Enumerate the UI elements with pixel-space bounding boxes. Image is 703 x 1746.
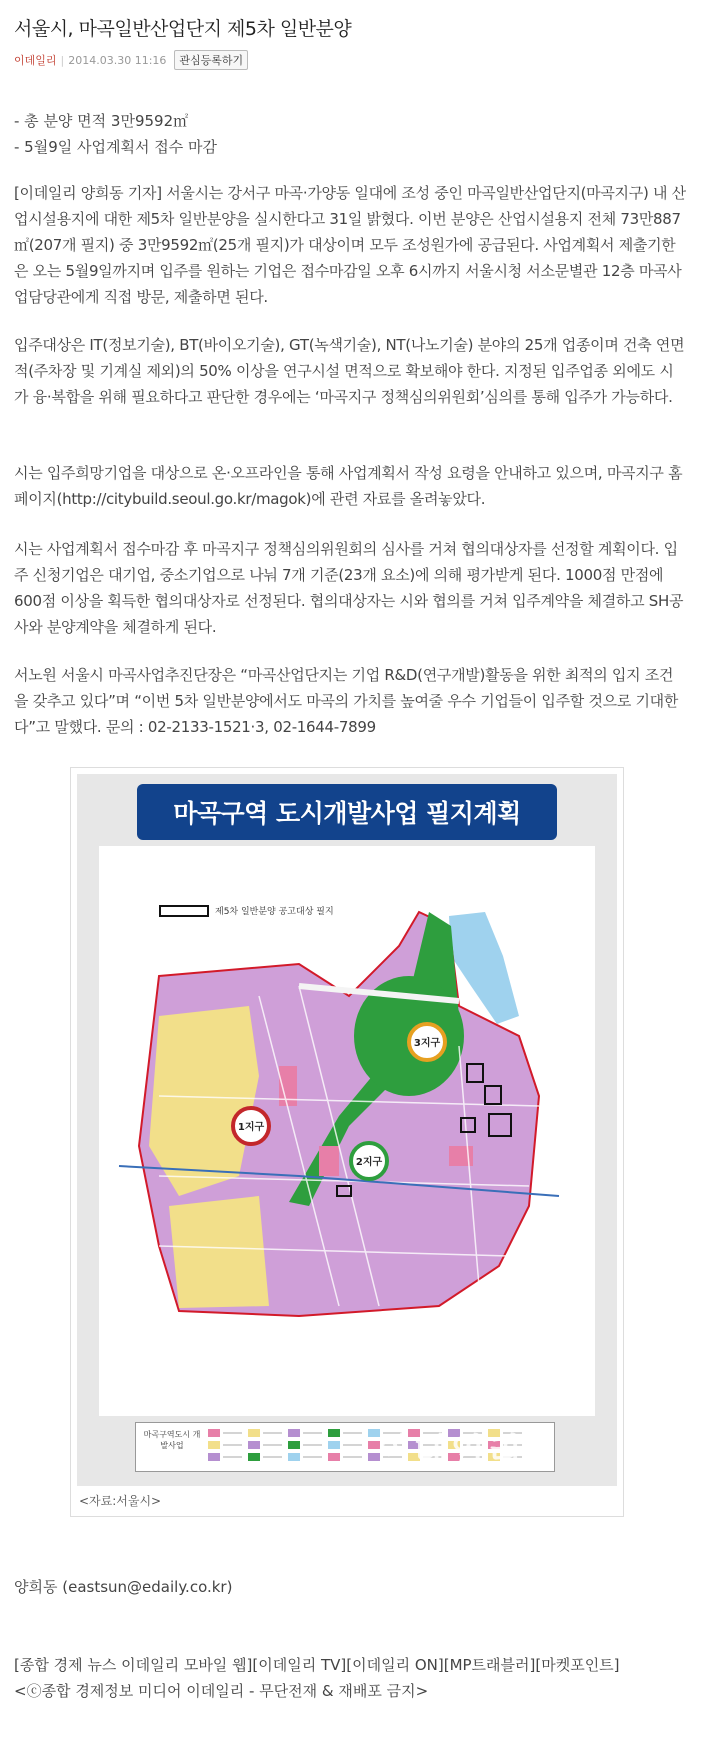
legend-swatch (248, 1453, 260, 1461)
legend-swatch (288, 1429, 300, 1437)
legend-title: 마곡구역도시 개발사업 (143, 1430, 201, 1450)
article-summary (14, 108, 217, 160)
district-badge-2 (351, 1143, 387, 1179)
map-banner: 마곡구역 도시개발사업 필지계획 (137, 784, 557, 840)
copyright-notice: <ⓒ종합 경제정보 미디어 이데일리 - 무단전재 & 재배포 금지> (14, 1682, 429, 1700)
footer-links[interactable]: [종합 경제 뉴스 이데일리 모바일 웹][이데일리 TV][이데일리 ON][MP트래블러][마켓포인트] (14, 1656, 620, 1674)
legend-swatch (248, 1441, 260, 1449)
interest-register-button[interactable]: 관심등록하기 (174, 50, 248, 70)
article-title: 서울시, 마곡일반산업단지 제5차 일반분양 (14, 18, 352, 40)
legend-swatch (328, 1429, 340, 1437)
article-meta (14, 50, 248, 70)
district-badge-3 (409, 1024, 445, 1060)
legend-swatch (208, 1429, 220, 1437)
legend-swatch (208, 1441, 220, 1449)
commercial-lot (319, 1146, 339, 1176)
map-paper (99, 846, 595, 1416)
legend-swatch (328, 1453, 340, 1461)
figure-image[interactable] (77, 774, 617, 1486)
publish-datetime: 2014.03.30 11:16 (68, 53, 167, 67)
watermark: 이데일리 (377, 1432, 525, 1473)
article-paragraph: 입주대상은 IT(정보기술), BT(바이오기술), GT(녹색기술), NT(나노기술) 분야의 25개 업종이며 건축 연면적(주차장 및 기계실 제외)의 50% 이상을 연구시설 면적으로 확보해야 한다. 지정된 입주업종 외에도 시가 융·복합을 위해 필요하다고 판단한 경우에는 ‘마곡지구 정책심의위원회’심의를 통해 입주가 가능하다. (14, 336, 685, 406)
article-paragraph: [이데일리 양희동 기자] 서울시는 강서구 마곡·가양동 일대에 조성 중인 마곡일반산업단지(마곡지구) 내 산업시설용지에 대한 제5차 일반분양을 실시한다고 31일 밝혔다. 이번 분양은 산업시설용지 전체 73만887㎡(207개 필지) 중 3만9592㎡(25개 필지)가 대상이며 모두 조성원가에 공급된다. 사업계획서 제출기한은 오는 5월9일까지며 입주를 원하는 기업은 접수마감일 오후 6시까지 서울시청 서소문별관 12층 마곡사업담당관에게 직접 방문, 제출하면 된다. (14, 184, 686, 306)
article-paragraph: 시는 입주희망기업을 대상으로 온·오프라인을 통해 사업계획서 작성 요령을 안내하고 있으며, 마곡지구 홈페이지(http://citybuild.seoul.go.kr/magok)에 관련 자료를 올려놓았다. (14, 464, 683, 508)
district-label-2: 2지구 (355, 1157, 383, 1168)
author-byline: 양희동 (eastsun@edaily.co.kr) (14, 1578, 233, 1596)
summary-line: - 5월9일 사업계획서 접수 마감 (14, 138, 217, 156)
residential-zone (169, 1196, 269, 1308)
summary-line: - 총 분양 면적 3만9592㎡ (14, 112, 189, 130)
article-paragraph: 시는 사업계획서 접수마감 후 마곡지구 정책심의위원회의 심사를 거쳐 협의대상자를 선정할 계획이다. 입주 신청기업은 대기업, 중소기업으로 나눠 7개 기준(23개 요소)에 의해 평가받게 된다. 1000점 만점에 600점 이상을 획득한 협의대상자로 선정된다. 협의대상자는 시와 협의를 거쳐 입주계약을 체결하고 SH공사와 분양계약을 체결하게 된다. (14, 540, 684, 636)
legend-key-label: 제5차 일반분양 공고대상 필지 (215, 907, 334, 917)
site-plan-map (99, 846, 595, 1416)
legend-swatch (288, 1441, 300, 1449)
article-figure (70, 767, 624, 1517)
article-footer (14, 1652, 686, 1704)
legend-swatch (328, 1441, 340, 1449)
district-badge-1 (233, 1108, 269, 1144)
district-label-3: 3지구 (413, 1038, 441, 1049)
legend-swatch (288, 1453, 300, 1461)
meta-divider: | (60, 53, 65, 67)
legend-swatch (208, 1453, 220, 1461)
figure-caption: <자료:서울시> (79, 1494, 162, 1508)
source-label[interactable]: 이데일리 (14, 54, 57, 67)
district-label-1: 1지구 (237, 1122, 265, 1133)
legend-swatch (248, 1429, 260, 1437)
article-paragraph: 서노원 서울시 마곡사업추진단장은 “마곡산업단지는 기업 R&D(연구개발)활동을 위한 최적의 입지 조건을 갖추고 있다”며 “이번 5차 일반분양에서도 마곡의 가치를 높여줄 우수 기업들이 입주할 것으로 기대한다”고 말했다. 문의 : 02-2133-1521·3, 02-1644-7899 (14, 666, 679, 736)
